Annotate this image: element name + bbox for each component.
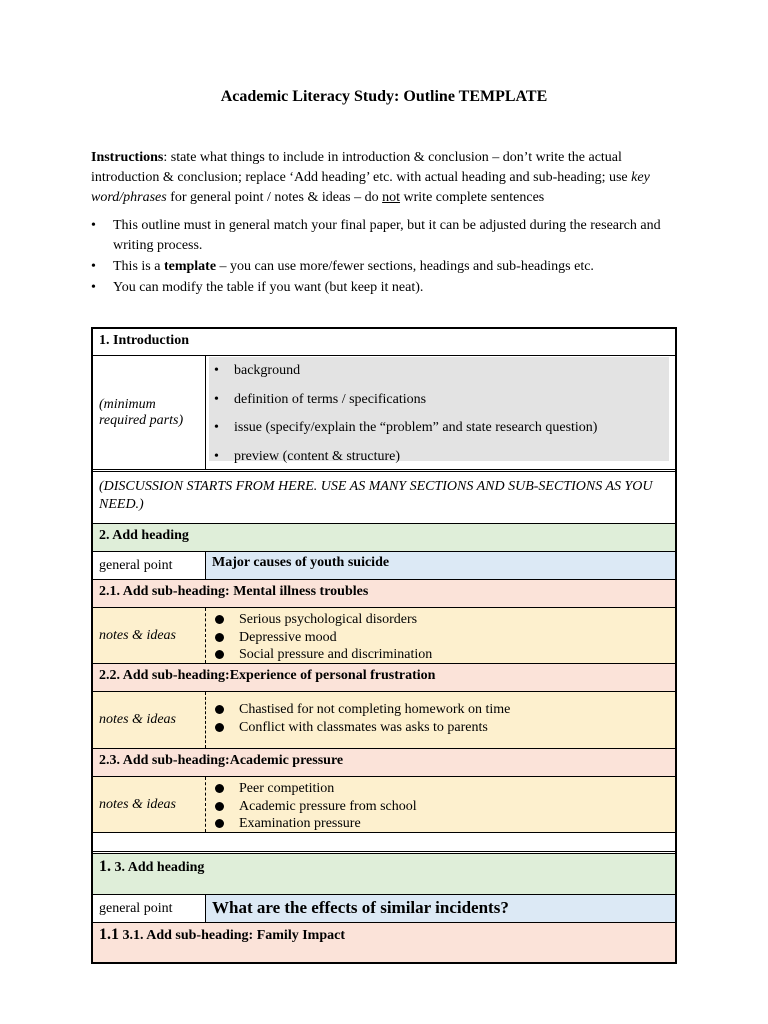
gp-text: What are the effects of similar incidents? — [206, 895, 675, 922]
spacer-row — [93, 833, 675, 854]
notes-row — [93, 777, 675, 833]
section2-heading-row — [93, 524, 675, 552]
intro-label: (minimum required parts) — [93, 356, 206, 469]
sub-heading-number: 1.1 — [99, 926, 119, 943]
note-item: Chastised for not completing homework on time — [212, 701, 669, 719]
section3-gp-row — [93, 895, 675, 923]
notes-row — [93, 692, 675, 749]
intro-row — [93, 356, 675, 472]
notes-label: notes & ideas — [93, 692, 206, 748]
instructions-underlined: not — [382, 190, 401, 205]
sub-heading: 3.1. Add sub-heading: Family Impact — [119, 928, 345, 943]
intro-box — [209, 357, 669, 464]
sub-heading: 2.1. Add sub-heading: Mental illness troubles — [99, 584, 369, 599]
instruction-bullets — [91, 216, 683, 299]
sub-heading-row — [93, 664, 675, 692]
bullet-item: • You can modify the table if you want (but keep it neat). — [91, 278, 683, 298]
notes-list — [212, 780, 669, 833]
bullet-item: • This outline must in general match your final paper, but it can be adjusted during the research and writing process. — [91, 216, 683, 256]
bullet-text: This is a — [113, 259, 164, 274]
page-title: Academic Literacy Study: Outline TEMPLATE — [220, 88, 548, 105]
gp-text: Major causes of youth suicide — [206, 552, 675, 579]
note-item: Peer competition — [212, 780, 669, 798]
section2-gp-row — [93, 552, 675, 580]
notes-list — [212, 701, 669, 736]
note-item: Social pressure and discrimination — [212, 646, 669, 664]
section3-heading-row — [93, 854, 675, 895]
outline-table — [91, 327, 677, 964]
instructions-paragraph — [91, 148, 683, 208]
intro-heading: 1. Introduction — [99, 333, 189, 348]
intro-item: • definition of terms / specifications — [211, 386, 669, 415]
section2-heading: 2. Add heading — [99, 528, 189, 543]
instructions-text-1: : state what things to include in introduction & conclusion – don’t write the actual introduction & conclusion; replace ‘Add heading’ etc. with actual heading and sub-heading; use — [91, 150, 632, 185]
discussion-note: (DISCUSSION STARTS FROM HERE. USE AS MANY SECTIONS AND SUB-SECTIONS AS YOU NEED.) — [93, 472, 675, 524]
notes-label: notes & ideas — [93, 777, 206, 832]
intro-item: • preview (content & structure) — [211, 443, 669, 472]
bullet-bold: template — [163, 259, 217, 274]
instructions-text-2: for general point / notes & ideas – do — [166, 190, 383, 205]
section3-number: 1. — [99, 858, 111, 875]
notes-row — [93, 608, 675, 664]
gp-label: general point — [93, 552, 206, 579]
instructions-label: Instructions — [91, 150, 164, 165]
sub-heading-row — [93, 923, 675, 962]
intro-list — [211, 357, 669, 471]
instructions-text-3: write complete sentences — [400, 190, 545, 205]
intro-item: • issue (specify/explain the “problem” and state research question) — [211, 414, 669, 443]
note-item: Academic pressure from school — [212, 798, 669, 816]
sub-heading: 2.2. Add sub-heading:Experience of personal frustration — [99, 668, 436, 683]
gp-label: general point — [93, 895, 206, 922]
instructions-italic: key word/phrases — [91, 170, 650, 205]
intro-heading-row — [93, 329, 675, 356]
notes-label: notes & ideas — [93, 608, 206, 663]
sub-heading: 2.3. Add sub-heading:Academic pressure — [99, 753, 344, 768]
sub-heading-row — [93, 749, 675, 777]
notes-list — [212, 611, 669, 664]
section3-heading: 3. Add heading — [111, 860, 205, 875]
bullet-item — [91, 257, 683, 277]
note-item: Depressive mood — [212, 629, 669, 647]
intro-item: • background — [211, 357, 669, 386]
sub-heading-row — [93, 580, 675, 608]
bullet-text: – you can use more/fewer sections, headings and sub-headings etc. — [216, 259, 594, 274]
note-item: Examination pressure — [212, 815, 669, 833]
note-item: Conflict with classmates was asks to parents — [212, 719, 669, 737]
note-item: Serious psychological disorders — [212, 611, 669, 629]
